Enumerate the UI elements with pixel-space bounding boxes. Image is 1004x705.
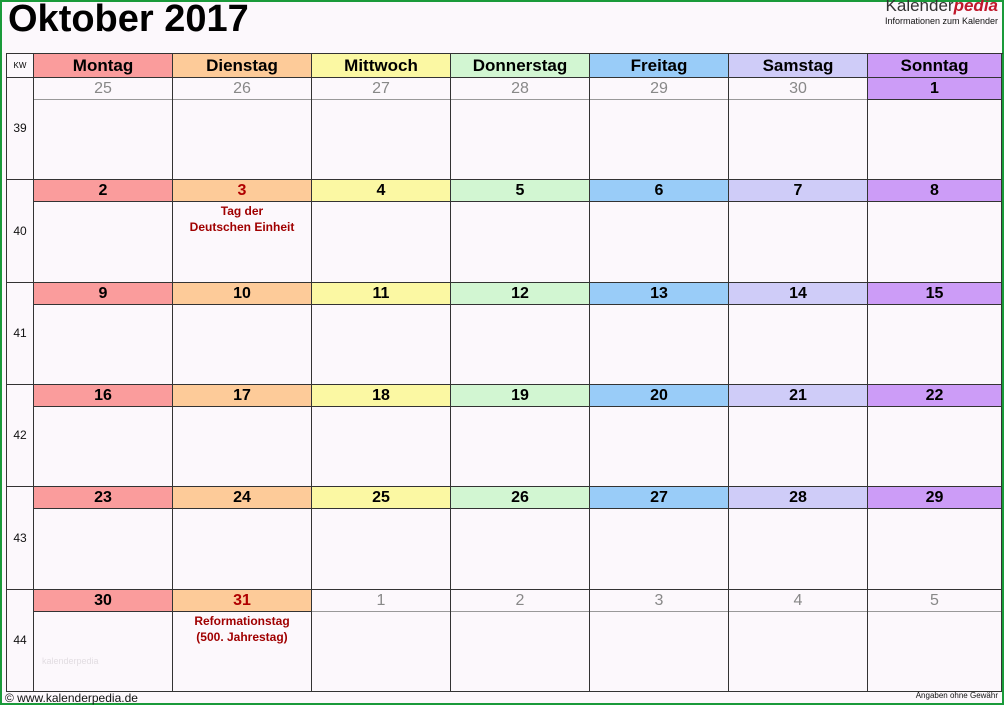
day-cell[interactable] xyxy=(173,78,312,180)
day-number: 31 xyxy=(173,590,311,612)
brand-name xyxy=(885,0,998,16)
day-cell[interactable] xyxy=(590,590,729,692)
day-number: 16 xyxy=(34,385,172,407)
footer-disclaimer: Angaben ohne Gewähr xyxy=(915,691,998,700)
day-cell[interactable] xyxy=(590,487,729,590)
day-number: 29 xyxy=(590,78,728,100)
day-cell[interactable] xyxy=(173,487,312,590)
day-cell[interactable] xyxy=(729,590,868,692)
week-number: 39 xyxy=(7,78,34,180)
day-cell[interactable] xyxy=(729,180,868,283)
day-number: 1 xyxy=(868,78,1001,100)
day-number: 3 xyxy=(173,180,311,202)
day-number: 19 xyxy=(451,385,589,407)
weekday-header: Samstag xyxy=(729,54,868,78)
day-cell[interactable] xyxy=(729,385,868,487)
day-number: 28 xyxy=(729,487,867,509)
day-cell[interactable] xyxy=(34,180,173,283)
day-cell[interactable] xyxy=(868,283,1002,385)
day-cell[interactable] xyxy=(590,180,729,283)
week-row xyxy=(7,590,1003,692)
day-cell[interactable] xyxy=(451,590,590,692)
day-cell[interactable] xyxy=(173,283,312,385)
day-cell[interactable] xyxy=(312,283,451,385)
day-cell[interactable] xyxy=(868,385,1002,487)
day-number: 12 xyxy=(451,283,589,305)
day-cell[interactable] xyxy=(312,487,451,590)
week-number: 40 xyxy=(7,180,34,283)
day-number: 1 xyxy=(312,590,450,612)
day-cell[interactable] xyxy=(312,78,451,180)
kw-header: KW xyxy=(7,54,34,78)
day-cell[interactable] xyxy=(312,385,451,487)
day-number: 15 xyxy=(868,283,1001,305)
day-number: 5 xyxy=(451,180,589,202)
day-number: 28 xyxy=(451,78,589,100)
weekday-header: Sonntag xyxy=(868,54,1002,78)
week-number: 43 xyxy=(7,487,34,590)
day-cell[interactable] xyxy=(34,283,173,385)
weekday-header-row xyxy=(7,54,1003,78)
day-number: 21 xyxy=(729,385,867,407)
weekday-header: Freitag xyxy=(590,54,729,78)
day-cell[interactable] xyxy=(451,78,590,180)
week-row xyxy=(7,487,1003,590)
day-number: 3 xyxy=(590,590,728,612)
day-number: 17 xyxy=(173,385,311,407)
day-number: 29 xyxy=(868,487,1001,509)
day-number: 5 xyxy=(868,590,1001,612)
week-number: 42 xyxy=(7,385,34,487)
day-number: 6 xyxy=(590,180,728,202)
week-number: 44 xyxy=(7,590,34,692)
day-number: 27 xyxy=(312,78,450,100)
day-cell[interactable] xyxy=(868,487,1002,590)
day-cell[interactable] xyxy=(34,487,173,590)
day-number: 25 xyxy=(34,78,172,100)
day-number: 4 xyxy=(312,180,450,202)
day-cell[interactable] xyxy=(173,180,312,283)
day-cell[interactable] xyxy=(590,283,729,385)
week-number: 41 xyxy=(7,283,34,385)
day-cell[interactable] xyxy=(868,78,1002,180)
day-number: 26 xyxy=(173,78,311,100)
day-number: 10 xyxy=(173,283,311,305)
calendar-grid xyxy=(6,53,1003,692)
day-cell[interactable] xyxy=(451,385,590,487)
day-number: 27 xyxy=(590,487,728,509)
day-number: 11 xyxy=(312,283,450,305)
day-cell[interactable] xyxy=(868,590,1002,692)
day-number: 18 xyxy=(312,385,450,407)
day-number: 14 xyxy=(729,283,867,305)
day-number: 22 xyxy=(868,385,1001,407)
day-number: 24 xyxy=(173,487,311,509)
day-cell[interactable] xyxy=(312,180,451,283)
day-number: 2 xyxy=(34,180,172,202)
weekday-header: Donnerstag xyxy=(451,54,590,78)
weekday-header: Dienstag xyxy=(173,54,312,78)
holiday-note: Tag der Deutschen Einheit xyxy=(189,204,295,234)
day-cell[interactable] xyxy=(451,283,590,385)
footer-copyright[interactable]: © www.kalenderpedia.de xyxy=(5,691,138,705)
week-row xyxy=(7,283,1003,385)
day-number: 13 xyxy=(590,283,728,305)
day-cell[interactable] xyxy=(34,590,173,692)
page-title: Oktober 2017 xyxy=(8,0,249,40)
day-number: 25 xyxy=(312,487,450,509)
day-number: 20 xyxy=(590,385,728,407)
brand-subtitle: Informationen zum Kalender xyxy=(884,16,998,26)
day-number: 4 xyxy=(729,590,867,612)
day-cell[interactable] xyxy=(729,78,868,180)
day-cell[interactable] xyxy=(312,590,451,692)
day-number: 23 xyxy=(34,487,172,509)
holiday-note: Reformationstag (500. Jahrestag) xyxy=(194,614,290,644)
day-number: 2 xyxy=(451,590,589,612)
week-row xyxy=(7,180,1003,283)
day-cell[interactable] xyxy=(34,78,173,180)
day-number: 30 xyxy=(729,78,867,100)
weekday-header: Montag xyxy=(34,54,173,78)
day-cell[interactable] xyxy=(729,487,868,590)
brand-name-a: Kalender xyxy=(885,0,954,15)
day-cell[interactable] xyxy=(729,283,868,385)
day-cell[interactable] xyxy=(451,487,590,590)
day-cell[interactable] xyxy=(173,590,312,692)
day-cell[interactable] xyxy=(34,385,173,487)
day-number: 8 xyxy=(868,180,1001,202)
brand-logo[interactable] xyxy=(885,0,998,26)
day-cell[interactable] xyxy=(590,385,729,487)
watermark: kalenderpedia xyxy=(42,656,99,666)
day-number: 26 xyxy=(451,487,589,509)
day-cell[interactable] xyxy=(173,385,312,487)
day-number: 7 xyxy=(729,180,867,202)
day-cell[interactable] xyxy=(868,180,1002,283)
week-row xyxy=(7,78,1003,180)
day-number: 30 xyxy=(34,590,172,612)
week-row xyxy=(7,385,1003,487)
day-cell[interactable] xyxy=(590,78,729,180)
weekday-header: Mittwoch xyxy=(312,54,451,78)
day-number: 9 xyxy=(34,283,172,305)
day-cell[interactable] xyxy=(451,180,590,283)
brand-name-b: pedia xyxy=(953,0,998,15)
